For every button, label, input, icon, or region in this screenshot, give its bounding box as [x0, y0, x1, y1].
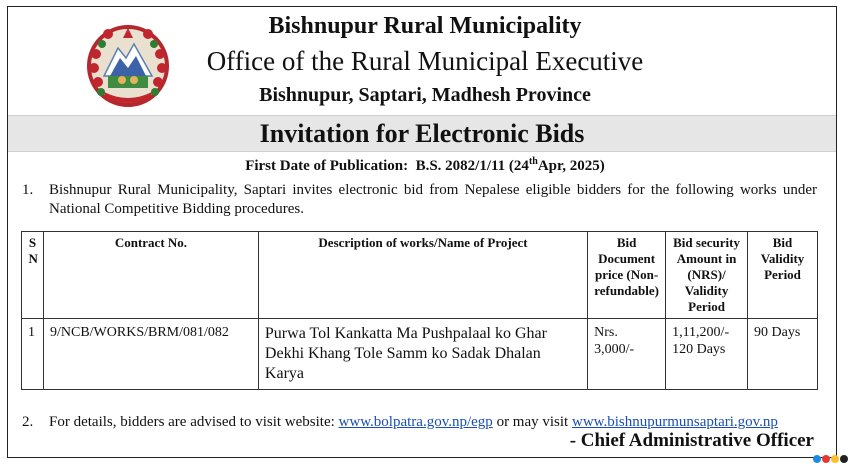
- paragraph-text: For details, bidders are advised to visit website: www.bolpatra.gov.np/egp or may visit www.bishnupurmunsaptari.gov.np: [49, 414, 778, 430]
- cell-sn: 1: [22, 319, 44, 390]
- dot-decoration: [822, 455, 830, 463]
- col-header-contract: Contract No.: [43, 232, 258, 319]
- color-dots-decoration: [813, 455, 848, 463]
- table-row: [22, 319, 818, 390]
- bolpatra-link[interactable]: www.bolpatra.gov.np/egp: [338, 414, 493, 430]
- publication-date: [0, 156, 850, 175]
- cell-contract-no: 9/NCB/WORKS/BRM/081/082: [43, 319, 258, 390]
- cell-description: Purwa Tol Kankatta Ma Pushpalaal ko Ghar Dekhi Khang Tole Samm ko Sadak Dhalan Karya: [258, 319, 587, 390]
- municipality-website-link[interactable]: www.bishnupurmunsaptari.gov.np: [571, 414, 778, 430]
- cell-validity: 90 Days: [748, 319, 818, 390]
- bids-table: [21, 231, 818, 390]
- dot-decoration: [840, 455, 848, 463]
- office-name: Office of the Rural Municipal Executive: [206, 46, 644, 76]
- security-validity: 120 Days: [672, 342, 726, 357]
- col-header-description: Description of works/Name of Project: [258, 232, 587, 319]
- col-header-validity: Bid Validity Period: [748, 232, 818, 319]
- table-header-row: [22, 232, 818, 319]
- publication-label: First Date of Publication:: [245, 158, 409, 174]
- paragraph-number: 2.: [22, 414, 34, 430]
- security-amount: 1,11,200/-: [672, 325, 730, 340]
- paragraph-number: 1.: [22, 182, 34, 198]
- col-header-doc-price: Bid Document price (Non-refundable): [588, 232, 666, 319]
- dot-decoration: [813, 455, 821, 463]
- dot-decoration: [831, 455, 839, 463]
- cell-security: [666, 319, 748, 390]
- office-address: Bishnupur, Saptari, Madhesh Province: [259, 84, 591, 106]
- paragraph-invitation: [22, 181, 817, 219]
- notice-title: Invitation for Electronic Bids: [8, 115, 836, 152]
- municipality-name: Bishnupur Rural Municipality: [268, 13, 582, 39]
- col-header-security: Bid security Amount in (NRS)/ Validity Period: [666, 232, 748, 319]
- col-header-sn: S N: [22, 232, 44, 319]
- paragraph-text: Bishnupur Rural Municipality, Saptari invites electronic bid from Nepalese eligible bidders for the following works under National Competitive Bidding procedures.: [49, 182, 817, 217]
- signatory: - Chief Administrative Officer: [569, 430, 814, 451]
- cell-doc-price: Nrs. 3,000/-: [588, 319, 666, 390]
- publication-date-value: B.S. 2082/1/11 (24thApr, 2025): [415, 156, 605, 174]
